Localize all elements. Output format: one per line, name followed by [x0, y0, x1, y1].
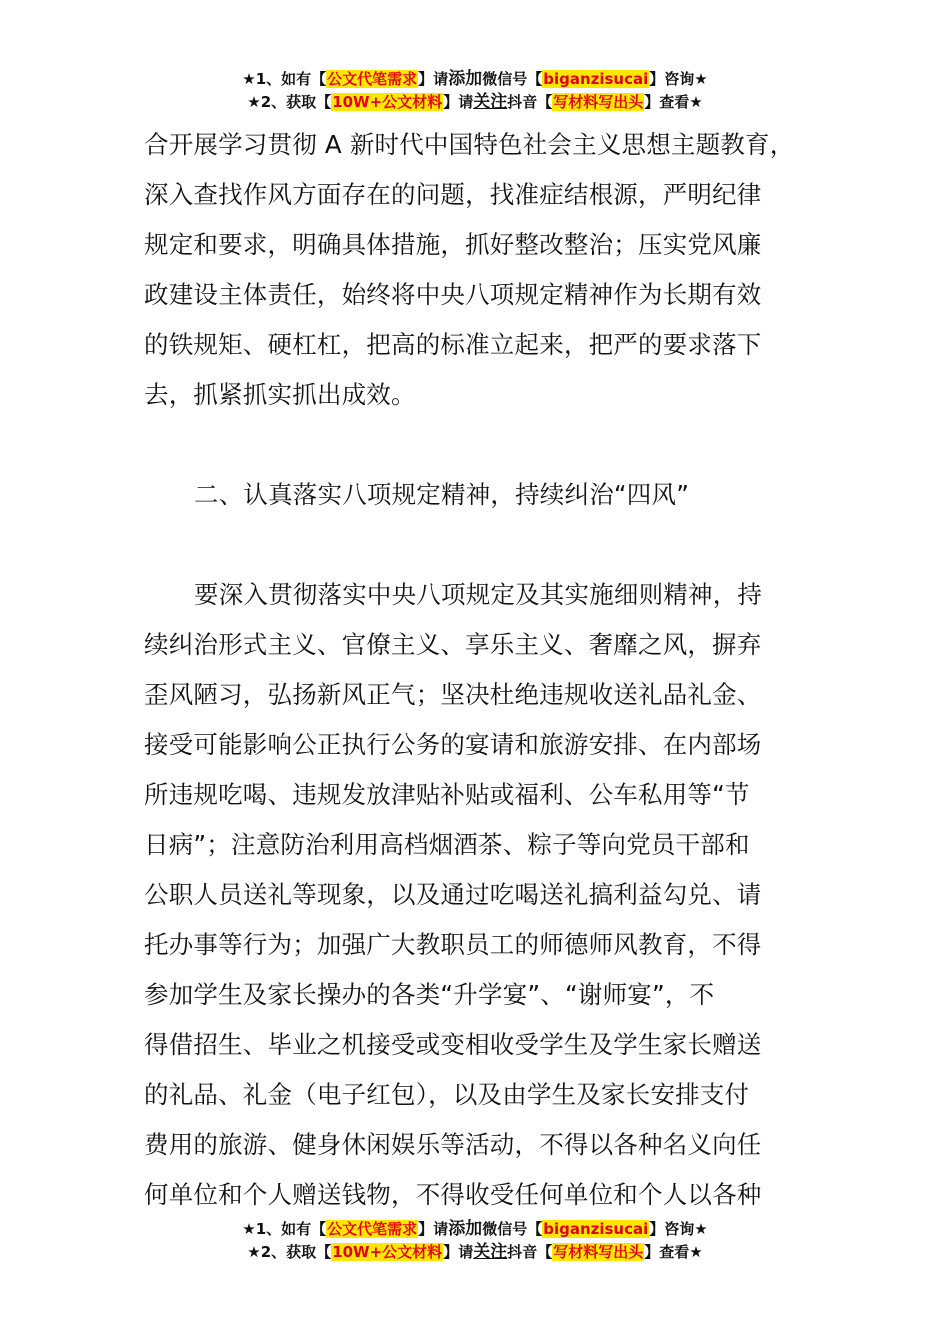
text-line: 参加学生及家长操办的各类“升学宴”、“谢师宴”，不 [144, 980, 715, 1009]
paragraph-1 [144, 120, 814, 420]
banner-text: 】请 [443, 1243, 474, 1261]
banner-text: ★1、如有【 [242, 1220, 327, 1238]
text-line: 的铁规矩、硬杠杠，把高的标准立起来，把严的要求落下 [144, 330, 762, 359]
highlight-materials: 10W+公文材料 [332, 1243, 443, 1261]
text-line: 接受可能影响公正执行公务的宴请和旅游安排、在内部场 [144, 730, 762, 759]
text-line: 何单位和个人赠送钱物，不得收受任何单位和个人以各种 [144, 1180, 762, 1209]
banner-text: 抖音【 [507, 93, 553, 111]
text-line: 费用的旅游、健身休闲娱乐等活动，不得以各种名义向任 [144, 1130, 762, 1159]
text-line: 的礼品、礼金（电子红包），以及由学生及家长安排支付 [144, 1080, 750, 1109]
banner-line-2 [0, 91, 950, 114]
banner-text: 抖音【 [507, 1243, 553, 1261]
highlight-wechat-id: biganzisucai [543, 1220, 649, 1238]
text-line: 所违规吃喝、违规发放津贴补贴或福利、公车私用等“节 [144, 780, 750, 809]
banner-text: 微信号【 [482, 1220, 543, 1238]
banner-emphasis: 关注 [473, 92, 508, 112]
banner-text: 】咨询★ [649, 70, 708, 88]
text-line: 政建设主体责任，始终将中央八项规定精神作为长期有效 [144, 280, 762, 309]
banner-emphasis: 关注 [473, 1242, 508, 1262]
highlight-douyin-id: 写材料写出头 [553, 1243, 644, 1261]
highlight-service: 公文代笔需求 [327, 1220, 418, 1238]
text-line: 得借招生、毕业之机接受或变相收受学生及学生家长赠送 [144, 1030, 762, 1059]
text-line: 日病”；注意防治利用高档烟酒茶、粽子等向党员干部和 [144, 830, 750, 859]
paragraph-2 [144, 570, 814, 1220]
highlight-douyin-id: 写材料写出头 [553, 93, 644, 111]
banner-emphasis: 添加 [448, 1219, 483, 1239]
banner-text: ★1、如有【 [242, 70, 327, 88]
text-line: 公职人员送礼等现象，以及通过吃喝送礼搞利益勾兑、请 [144, 880, 762, 909]
banner-text: 】请 [443, 93, 474, 111]
banner-text: ★2、获取【 [247, 93, 332, 111]
banner-line-1 [0, 1218, 950, 1241]
highlight-service: 公文代笔需求 [327, 70, 418, 88]
text-line: 规定和要求，明确具体措施，抓好整改整治；压实党风廉 [144, 230, 762, 259]
bottom-banner [0, 1218, 950, 1264]
banner-line-2 [0, 1241, 950, 1264]
banner-text: 】查看★ [644, 1243, 703, 1261]
text-line: 歪风陋习，弘扬新风正气；坚决杜绝违规收送礼品礼金、 [144, 680, 762, 709]
text-line: 托办事等行为；加强广大教职员工的师德师风教育，不得 [144, 930, 762, 959]
banner-text: ★2、获取【 [247, 1243, 332, 1261]
banner-text: 微信号【 [482, 70, 543, 88]
top-banner [0, 68, 950, 114]
text-line: 深入查找作风方面存在的问题，找准症结根源，严明纪律 [144, 180, 762, 209]
banner-emphasis: 添加 [448, 69, 483, 89]
text-line: 去，抓紧抓实抓出成效。 [144, 380, 416, 409]
highlight-wechat-id: biganzisucai [543, 70, 649, 88]
banner-line-1 [0, 68, 950, 91]
highlight-materials: 10W+公文材料 [332, 93, 443, 111]
document-body [144, 120, 814, 1220]
text-line: 续纠治形式主义、官僚主义、享乐主义、奢靡之风，摒弃 [144, 630, 762, 659]
banner-text: 】请 [418, 70, 449, 88]
text-line: 合开展学习贯彻 A 新时代中国特色社会主义思想主题教育， [144, 130, 795, 159]
banner-text: 】请 [418, 1220, 449, 1238]
section-heading: 二、认真落实八项规定精神，持续纠治“四风” [194, 480, 690, 509]
banner-text: 】查看★ [644, 93, 703, 111]
text-line: 要深入贯彻落实中央八项规定及其实施细则精神，持 [194, 580, 763, 609]
banner-text: 】咨询★ [649, 1220, 708, 1238]
